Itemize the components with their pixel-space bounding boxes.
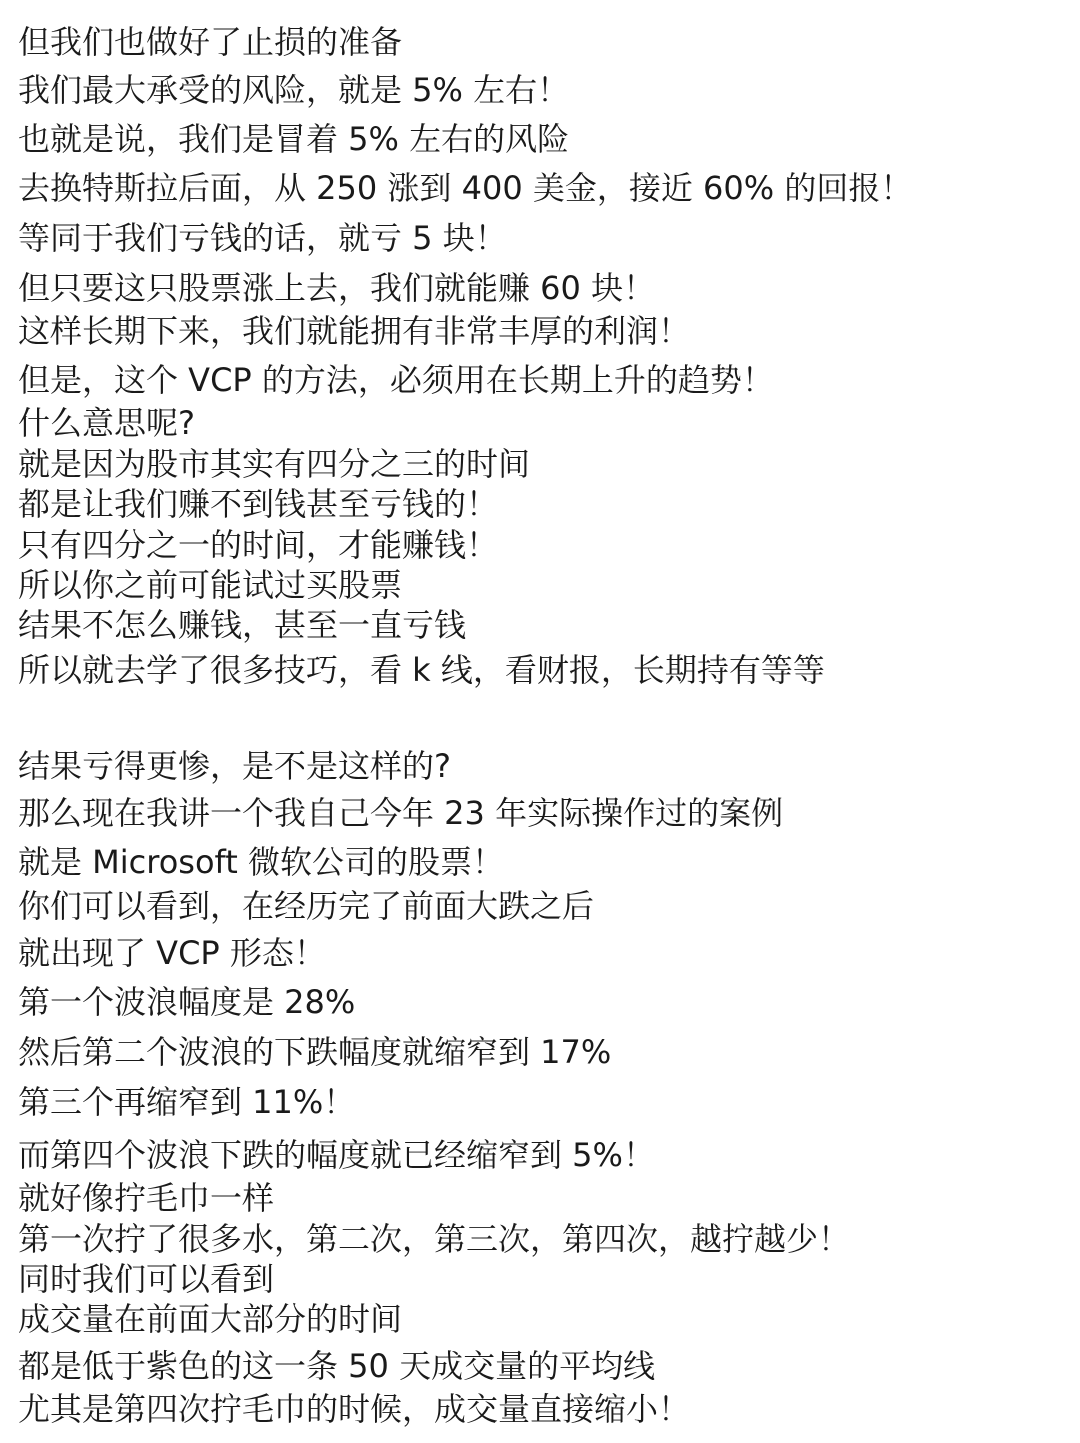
text-line: 然后第二个波浪的下跌幅度就缩窄到 17% xyxy=(18,1033,612,1071)
text-line: 都是让我们赚不到钱甚至亏钱的！ xyxy=(18,485,499,523)
text-line: 结果不怎么赚钱，甚至一直亏钱 xyxy=(18,606,467,644)
text-line: 去换特斯拉后面，从 250 涨到 400 美金，接近 60% 的回报！ xyxy=(18,169,913,207)
text-line: 但是，这个 VCP 的方法，必须用在长期上升的趋势！ xyxy=(18,361,774,399)
text-line: 所以你之前可能试过买股票 xyxy=(18,566,403,604)
text-line: 你们可以看到，在经历完了前面大跌之后 xyxy=(18,887,595,925)
text-line: 尤其是第四次拧毛巾的时候，成交量直接缩小！ xyxy=(18,1390,691,1428)
text-line: 但只要这只股票涨上去，我们就能赚 60 块！ xyxy=(18,269,656,307)
text-line: 但我们也做好了止损的准备 xyxy=(18,23,403,61)
text-line: 就是 Microsoft 微软公司的股票！ xyxy=(18,843,504,881)
text-line: 就是因为股市其实有四分之三的时间 xyxy=(18,445,531,483)
text-line: 第三个再缩窄到 11%！ xyxy=(18,1083,356,1121)
text-line: 就出现了 VCP 形态！ xyxy=(18,934,326,972)
text-line: 第一个波浪幅度是 28% xyxy=(18,983,356,1021)
text-line: 都是低于紫色的这一条 50 天成交量的平均线 xyxy=(18,1347,656,1385)
text-line: 我们最大承受的风险，就是 5% 左右！ xyxy=(18,71,570,109)
text-line: 这样长期下来，我们就能拥有非常丰厚的利润！ xyxy=(18,312,691,350)
text-line: 也就是说，我们是冒着 5% 左右的风险 xyxy=(18,120,570,158)
text-line: 什么意思呢? xyxy=(18,404,195,442)
text-line: 只有四分之一的时间，才能赚钱！ xyxy=(18,526,499,564)
text-line: 结果亏得更惨，是不是这样的? xyxy=(18,747,451,785)
text-line: 那么现在我讲一个我自己今年 23 年实际操作过的案例 xyxy=(18,794,784,832)
text-line: 成交量在前面大部分的时间 xyxy=(18,1300,403,1338)
text-line: 所以就去学了很多技巧，看 k 线，看财报，长期持有等等 xyxy=(18,651,825,689)
text-line: 第一次拧了很多水，第二次，第三次，第四次，越拧越少！ xyxy=(18,1220,851,1258)
text-line: 同时我们可以看到 xyxy=(18,1260,275,1298)
text-line: 就好像拧毛巾一样 xyxy=(18,1179,275,1217)
document-body xyxy=(18,0,1068,1443)
text-line: 而第四个波浪下跌的幅度就已经缩窄到 5%！ xyxy=(18,1136,655,1174)
text-line: 等同于我们亏钱的话，就亏 5 块！ xyxy=(18,219,507,257)
